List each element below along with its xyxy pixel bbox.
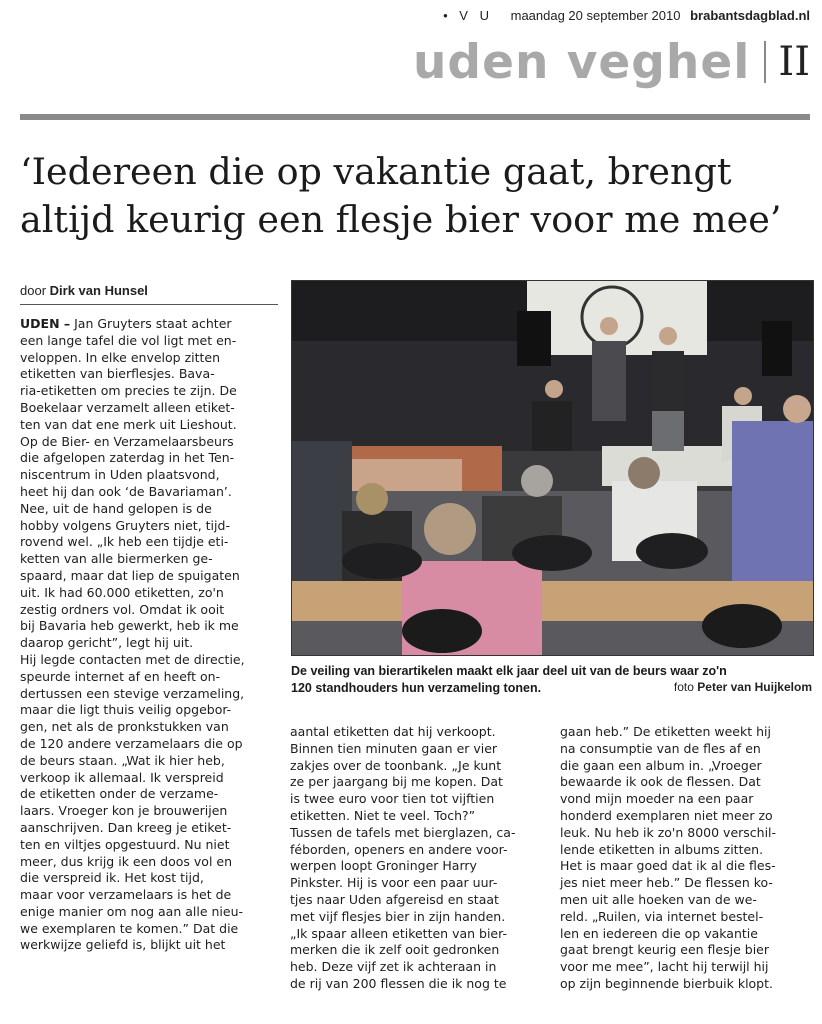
edition-marker: • V U: [443, 8, 493, 23]
column-line: bij Bavaria heb gewerkt, heb ik me: [20, 618, 239, 634]
column-line: Nee, uit de hand gelopen is de: [20, 500, 212, 516]
column-line: daarop gericht”, legt hij uit.: [20, 635, 194, 651]
column-line: Tussen de tafels met bierglazen, ca-: [290, 824, 516, 840]
column-line: verkoop ik allemaal. Ik verspreid: [20, 769, 224, 785]
column-line: uit. Ik had 60.000 etiketten, zo'n: [20, 584, 224, 600]
column-line: een lange tafel die vol ligt met en-: [20, 332, 237, 348]
photo-credit: [674, 680, 812, 694]
column-line: laars. Vroeger kon je brouwerijen: [20, 803, 228, 819]
column-line: dertussen een stevige verzameling,: [20, 685, 245, 701]
column-line: maar voor verzamelaars is het de: [20, 887, 232, 903]
column-line: niscentrum in Uden plaatsvond,: [20, 467, 220, 483]
column-line: zestig ordners vol. Omdat ik ooit: [20, 601, 225, 617]
column-line: féborden, openers en andere voor-: [290, 841, 508, 857]
column-line: hobby volgens Gruyters niet, tijd-: [20, 517, 230, 533]
column-line: spaard, maar dat liep de spuigaten: [20, 567, 240, 583]
column-line: merken die ik zelf ooit gedronken: [290, 942, 500, 958]
column-line: met vijf flesjes bier in zijn handen.: [290, 908, 506, 924]
column-line: meer, dus krijg ik een doos vol en: [20, 853, 232, 869]
column-line: Jan Gruyters staat achter: [74, 316, 232, 331]
column-line: Op de Bier- en Verzamelaarsbeurs: [20, 433, 234, 449]
column-line: Pinkster. Hij is voor een paar uur-: [290, 875, 498, 891]
column-line: leuk. Nu heb ik zo'n 8000 verschil-: [560, 824, 777, 840]
column-line: aanschrijven. Dan kreeg je etiket-: [20, 819, 232, 835]
article-column-3: [560, 724, 815, 993]
header-line: [443, 8, 810, 23]
byline: [20, 283, 148, 298]
article-column-1: [20, 316, 282, 954]
column-line: ria-etiketten om precies te zijn. De: [20, 383, 237, 399]
section-divider: [764, 41, 766, 83]
column-line: reld. „Ruilen, via internet bestel-: [560, 908, 764, 924]
column-line: jes niet meer heb.” De flessen ko-: [560, 875, 773, 891]
header-rule: [20, 114, 810, 120]
column-line: men uit alle hoeken van de we-: [560, 891, 757, 907]
column-line: de etiketten onder de verzame-: [20, 786, 219, 802]
byline-rule: [20, 304, 278, 305]
column-line: die afgelopen zaterdag in het Ten-: [20, 450, 235, 466]
column-line: enige manier om nog aan alle nieu-: [20, 903, 243, 919]
column-line: heb. Deze vijf zet ik achteraan in: [290, 959, 497, 975]
column-line: rovend wel. „Ik heb een tijdje eti-: [20, 534, 229, 550]
column-line: die gaan een album in. „Vroeger: [560, 757, 762, 773]
caption-line: De veiling van bierartikelen maakt elk jaar deel uit van de beurs waar zo'n: [291, 664, 727, 678]
byline-prefix: door: [20, 283, 47, 298]
column-line: gaat brengt keurig een flesje bier: [560, 942, 770, 958]
column-line: etiketten van bierflesjes. Bava-: [20, 366, 215, 382]
column-line: de beurs staan. „Wat ik hier heb,: [20, 752, 225, 768]
column-line: len en iedereen die op vakantie: [560, 925, 758, 941]
column-line: heet hij dan ook ‘de Bavariaman’.: [20, 483, 232, 499]
column-line: ketten van alle biermerken ge-: [20, 551, 213, 567]
column-line: die verspreid ik. Het kost tijd,: [20, 870, 204, 886]
column-line: Hij legde contacten met de directie,: [20, 651, 245, 667]
column-line: Het is maar goed dat ik al die fles-: [560, 858, 776, 874]
column-line: lende etiketten in albums zitten.: [560, 841, 764, 857]
column-line: de 120 andere verzamelaars die op: [20, 735, 243, 751]
article-photo: [291, 280, 814, 656]
author-name: Dirk van Hunsel: [49, 283, 148, 298]
auction-photo: [292, 281, 813, 655]
caption-line: 120 standhouders hun verzameling tonen.: [291, 681, 542, 695]
column-line: werkwijze geliefd is, blijkt uit het: [20, 937, 226, 953]
column-line: aantal etiketten dat hij verkoopt.: [290, 724, 496, 739]
column-line: vond mijn moeder na een paar: [560, 791, 754, 807]
column-line: voor me mee”, lacht hij terwijl hij: [560, 959, 769, 975]
column-line: veloppen. In elke envelop zitten: [20, 349, 221, 365]
page-number: II: [778, 39, 810, 85]
column-line: Binnen tien minuten gaan er vier: [290, 740, 498, 756]
photographer-name: Peter van Huijkelom: [697, 680, 812, 694]
column-line: „Ik spaar alleen etiketten van bier-: [290, 925, 507, 941]
column-line: op zijn beginnende bierbuik klopt.: [560, 975, 773, 991]
section-name: uden veghel: [412, 34, 751, 90]
headline: [20, 148, 812, 244]
credit-prefix: foto: [673, 680, 694, 694]
publication-date: maandag 20 september 2010: [510, 8, 681, 23]
column-line: ten van dat ene merk uit Lieshout.: [20, 416, 237, 432]
column-line: is twee euro voor tien tot vijftien: [290, 791, 495, 807]
column-line: speurde internet af en heeft on-: [20, 668, 221, 684]
column-line: gaan heb.” De etiketten weekt hij: [560, 724, 771, 739]
column-line: we exemplaren te komen.” Dat die: [20, 920, 239, 936]
column-line: maar die ligt thuis veilig opgebor-: [20, 702, 232, 718]
site-link[interactable]: brabantsdagblad.nl: [690, 8, 810, 23]
column-line: bewaarde ik ook de flessen. Dat: [560, 774, 761, 790]
column-line: Boekelaar verzamelt alleen etiket-: [20, 399, 235, 415]
column-line: zakjes over de toonbank. „Je kunt: [290, 757, 502, 773]
column-line: na consumptie van de fles af en: [560, 740, 761, 756]
column-line: werpen loopt Groninger Harry: [290, 858, 477, 874]
column-line: de rij van 200 flessen die ik nog te: [290, 975, 507, 991]
column-line: honderd exemplaren niet meer zo: [560, 807, 773, 823]
column-line: ten en viltjes opgestuurd. Nu niet: [20, 836, 230, 852]
column-line: etiketten. Niet te veel. Toch?”: [290, 807, 476, 823]
column-line: gen, net als de pronkstukken van: [20, 719, 229, 735]
headline-line: ‘Iedereen die op vakantie gaat, brengt: [20, 150, 732, 193]
section-header: [413, 32, 810, 92]
column-line: tjes naar Uden afgereisd en staat: [290, 891, 499, 907]
column-line: ze per jaargang bij me kopen. Dat: [290, 774, 503, 790]
column-lines: [20, 316, 282, 954]
dateline: UDEN –: [20, 316, 71, 331]
article-column-2: [290, 724, 545, 993]
headline-line: altijd keurig een flesje bier voor me mee’: [20, 198, 782, 241]
